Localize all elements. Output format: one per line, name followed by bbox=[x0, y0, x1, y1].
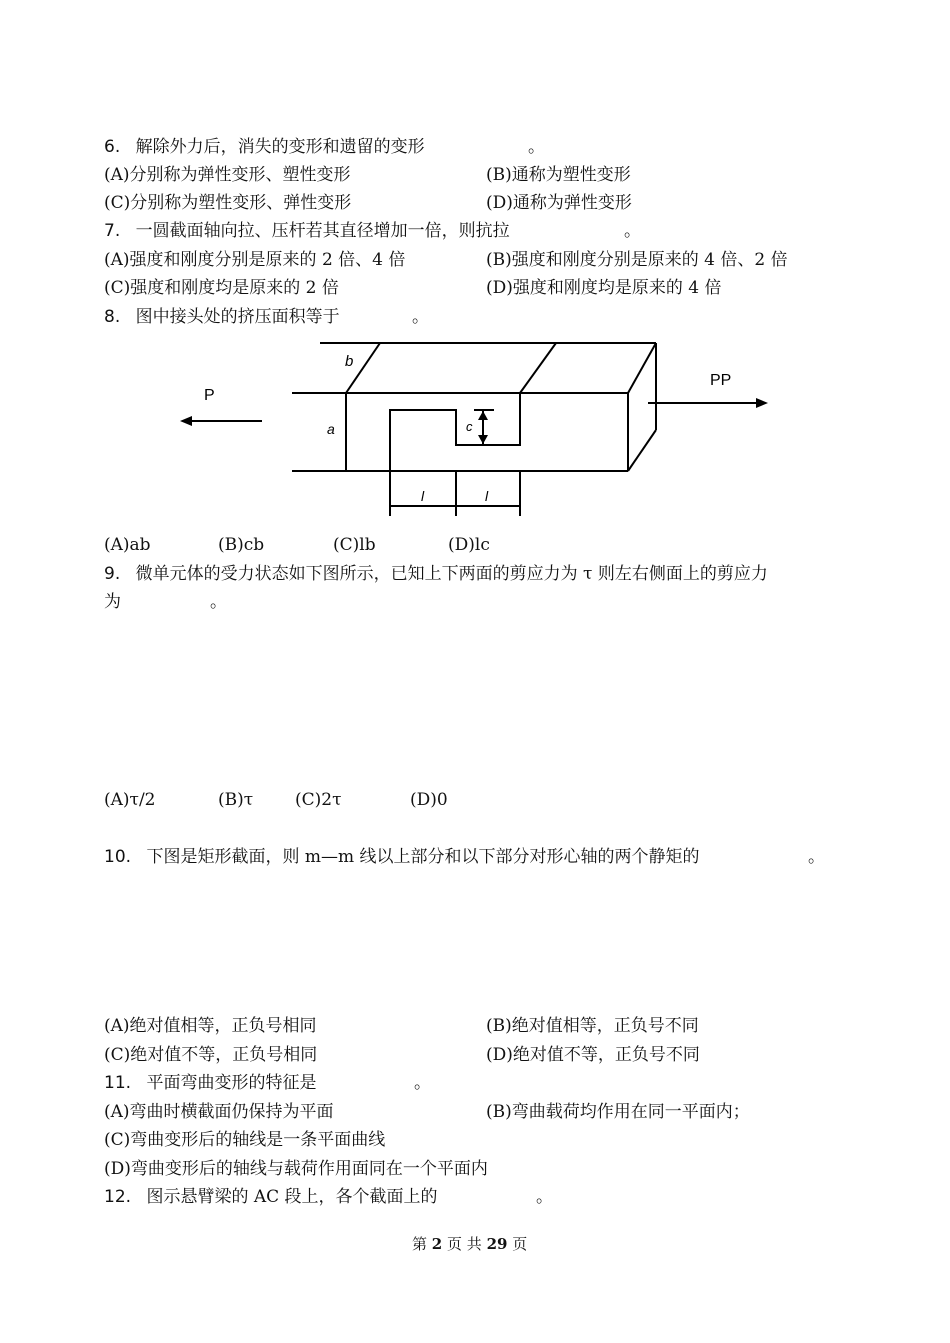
q7-option-d: (D)强度和刚度均是原来的 4 倍 bbox=[486, 278, 722, 298]
q9-option-b: (B)τ bbox=[218, 790, 254, 810]
q9-number: 9. bbox=[104, 564, 121, 584]
figure-label-c: c bbox=[466, 419, 473, 434]
q11-option-d: (D)弯曲变形后的轴线与载荷作用面同在一个平面内 bbox=[104, 1159, 488, 1179]
q11-stem bbox=[104, 1072, 316, 1094]
q7-option-b: (B)强度和刚度分别是原来的 4 倍、2 倍 bbox=[486, 250, 788, 270]
q12-number: 12. bbox=[104, 1187, 132, 1207]
q7-option-c: (C)强度和刚度均是原来的 2 倍 bbox=[104, 278, 339, 298]
footer-mid: 页 共 bbox=[447, 1235, 482, 1253]
q10-option-d: (D)绝对值不等，正负号不同 bbox=[486, 1045, 700, 1065]
q8-joint-figure bbox=[0, 0, 950, 540]
q6-option-a: (A)分别称为弹性变形、塑性变形 bbox=[104, 165, 351, 185]
footer-prefix: 第 bbox=[412, 1235, 428, 1253]
q7-number: 7. bbox=[104, 221, 121, 241]
q8-option-c: (C)lb bbox=[333, 535, 376, 555]
footer-suffix: 页 bbox=[512, 1235, 528, 1253]
q6-number: 6. bbox=[104, 137, 121, 157]
q10-option-a: (A)绝对值相等，正负号相同 bbox=[104, 1016, 317, 1036]
q11-option-b: (B)弯曲载荷均作用在同一平面内； bbox=[486, 1102, 750, 1122]
q9-blank-end: 。 bbox=[210, 592, 227, 612]
figure-label-a: a bbox=[327, 421, 335, 437]
q6-option-b: (B)通称为塑性变形 bbox=[486, 165, 631, 185]
figure-label-p-left: P bbox=[204, 387, 215, 404]
q7-blank-end: 。 bbox=[624, 221, 641, 241]
q8-option-b: (B)cb bbox=[218, 535, 265, 555]
figure-label-p-right: PP bbox=[710, 372, 732, 389]
footer-page-number: 2 bbox=[431, 1235, 443, 1253]
footer-total-pages: 29 bbox=[486, 1235, 508, 1253]
figure-label-l2: l bbox=[485, 488, 489, 504]
page-footer bbox=[412, 1233, 527, 1255]
q9-option-d: (D)0 bbox=[410, 790, 448, 810]
q8-blank-end: 。 bbox=[412, 307, 429, 327]
q10-option-c: (C)绝对值不等，正负号相同 bbox=[104, 1045, 318, 1065]
q10-text: 下图是矩形截面，则 m—m 线以上部分和以下部分对形心轴的两个静矩的 bbox=[146, 847, 700, 867]
q11-option-a: (A)弯曲时横截面仍保持为平面 bbox=[104, 1102, 334, 1122]
q9-stem bbox=[104, 563, 768, 585]
q9-option-a: (A)τ/2 bbox=[104, 790, 156, 810]
q8-text: 图中接头处的挤压面积等于 bbox=[135, 307, 340, 327]
q12-stem bbox=[104, 1186, 438, 1208]
figure-label-l1: l bbox=[421, 488, 425, 504]
q8-option-a: (A)ab bbox=[104, 535, 151, 555]
q6-text: 解除外力后，消失的变形和遗留的变形 bbox=[135, 137, 425, 157]
q10-option-b: (B)绝对值相等，正负号不同 bbox=[486, 1016, 699, 1036]
q6-option-c: (C)分别称为塑性变形、弹性变形 bbox=[104, 193, 352, 213]
q9-option-c: (C)2τ bbox=[295, 790, 342, 810]
q7-option-a: (A)强度和刚度分别是原来的 2 倍、4 倍 bbox=[104, 250, 406, 270]
q11-blank-end: 。 bbox=[414, 1073, 431, 1093]
q9-text: 微单元体的受力状态如下图所示，已知上下两面的剪应力为 τ 则左右侧面上的剪应力 bbox=[135, 564, 768, 584]
figure-label-b: b bbox=[345, 353, 354, 370]
q7-text: 一圆截面轴向拉、压杆若其直径增加一倍，则抗拉 bbox=[135, 221, 510, 241]
q11-number: 11. bbox=[104, 1073, 132, 1093]
q8-number: 8. bbox=[104, 307, 121, 327]
q11-option-c: (C)弯曲变形后的轴线是一条平面曲线 bbox=[104, 1130, 386, 1150]
q11-text: 平面弯曲变形的特征是 bbox=[146, 1073, 317, 1093]
q6-option-d: (D)通称为弹性变形 bbox=[486, 193, 632, 213]
q10-number: 10. bbox=[104, 847, 132, 867]
q8-option-d: (D)lc bbox=[448, 535, 490, 555]
q12-blank-end: 。 bbox=[536, 1187, 553, 1207]
q6-blank-end: 。 bbox=[528, 137, 545, 157]
q10-stem bbox=[104, 846, 700, 868]
q12-text: 图示悬臂梁的 AC 段上，各个截面上的 bbox=[146, 1187, 438, 1207]
q9-stem-line2: 为 bbox=[104, 592, 121, 612]
q10-blank-end: 。 bbox=[808, 847, 825, 867]
